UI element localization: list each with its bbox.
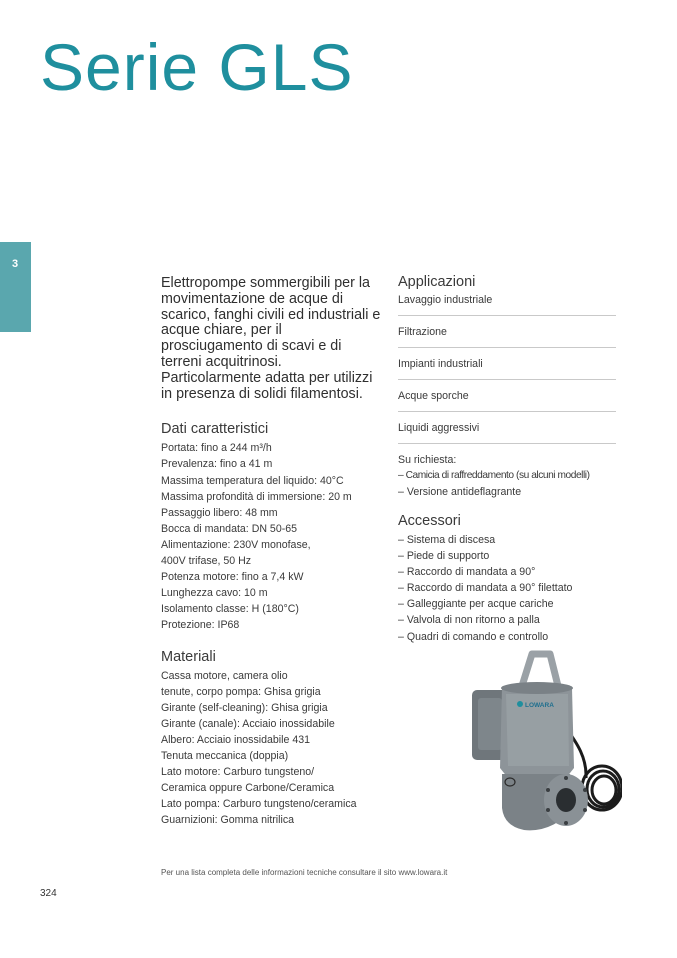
applicazioni-title: Applicazioni [398, 274, 476, 290]
materiali-item: Cassa motore, camera olio [161, 669, 288, 682]
dati-item: Prevalenza: fino a 41 m [161, 458, 273, 471]
applicazioni-list [398, 293, 616, 444]
accessori-item: – Raccordo di mandata a 90° [398, 566, 536, 579]
left-column [161, 276, 381, 828]
dati-section [161, 421, 381, 633]
accessori-item: – Raccordo di mandata a 90° filettato [398, 582, 573, 595]
applicazioni-section [398, 274, 616, 444]
richiesta-item: – Versione antideflagrante [398, 486, 522, 498]
dati-list [161, 440, 381, 633]
dati-item: Lunghezza cavo: 10 m [161, 587, 268, 600]
dati-title: Dati caratteristici [161, 421, 269, 438]
dati-item: Massima profondità di immersione: 20 m [161, 490, 352, 503]
brand-label: LOWARA [525, 702, 554, 709]
materiali-item: Albero: Acciaio inossidabile 431 [161, 733, 310, 746]
chapter-number: 3 [12, 258, 19, 270]
intro-text: Elettropompe sommergibili per la movimentazione de acque di scarico, fanghi civili ed industriali e acque chiare, per il prosciugamento di scavi e di terreni acquitrinosi. Particolarmente adatta per utilizzi in presenza di solidi filamentosi. [161, 275, 381, 402]
page-title: Serie GLS [40, 30, 354, 104]
applicazioni-item: Impianti industriali [398, 357, 616, 380]
dati-item: Protezione: IP68 [161, 619, 240, 632]
materiali-item: Guarnizioni: Gomma nitrilica [161, 814, 295, 827]
chapter-tab [0, 242, 31, 332]
dati-item: Potenza motore: fino a 7,4 kW [161, 571, 304, 584]
outlet-flange [544, 774, 588, 826]
applicazioni-item: Lavaggio industriale [398, 293, 616, 316]
pump-handle [522, 654, 558, 686]
accessori-item: – Sistema di discesa [398, 534, 496, 546]
materiali-item: Girante (canale): Acciaio inossidabile [161, 717, 335, 730]
richiesta-item: – Camicia di raffreddamento (su alcuni modelli) [398, 470, 590, 481]
accessori-section [398, 513, 616, 645]
dati-item: 400V trifase, 50 Hz [161, 555, 252, 568]
richiesta-title: Su richiesta: [398, 454, 457, 466]
materiali-item: Tenuta meccanica (doppia) [161, 749, 289, 762]
accessori-title: Accessori [398, 513, 461, 529]
brand-dot [517, 701, 523, 707]
materiali-title: Materiali [161, 648, 216, 665]
dati-item: Portata: fino a 244 m³/h [161, 442, 272, 455]
pump-product-image [462, 648, 622, 843]
materiali-item: Lato motore: Carburo tungsteno/ [161, 766, 315, 779]
footer-note: Per una lista completa delle informazioni tecniche consultare il sito www.lowara.it [161, 868, 448, 877]
dati-item: Bocca di mandata: DN 50-65 [161, 522, 298, 535]
page-number: 324 [40, 888, 57, 899]
richiesta-section [398, 452, 616, 500]
accessori-item: – Piede di supporto [398, 550, 490, 563]
applicazioni-item: Filtrazione [398, 325, 616, 348]
materiali-item: tenute, corpo pompa: Ghisa grigia [161, 685, 321, 698]
materiali-item: Ceramica oppure Carbone/Ceramica [161, 782, 335, 795]
accessori-item: – Quadri di comando e controllo [398, 630, 549, 643]
accessori-item: – Valvola di non ritorno a palla [398, 614, 540, 627]
applicazioni-item: Liquidi aggressivi [398, 421, 616, 444]
materiali-item: Girante (self-cleaning): Ghisa grigia [161, 701, 328, 714]
accessori-list [398, 532, 616, 645]
applicazioni-item: Acque sporche [398, 389, 616, 412]
materiali-list [161, 668, 381, 829]
right-column [398, 274, 616, 645]
dati-item: Alimentazione: 230V monofase, [161, 538, 311, 551]
dati-item: Massima temperatura del liquido: 40°C [161, 474, 344, 487]
materiali-item: Lato pompa: Carburo tungsteno/ceramica [161, 798, 357, 811]
dati-item: Passaggio libero: 48 mm [161, 506, 278, 519]
dati-item: Isolamento classe: H (180°C) [161, 603, 299, 616]
accessori-item: – Galleggiante per acque cariche [398, 598, 554, 611]
materiali-section [161, 649, 381, 829]
